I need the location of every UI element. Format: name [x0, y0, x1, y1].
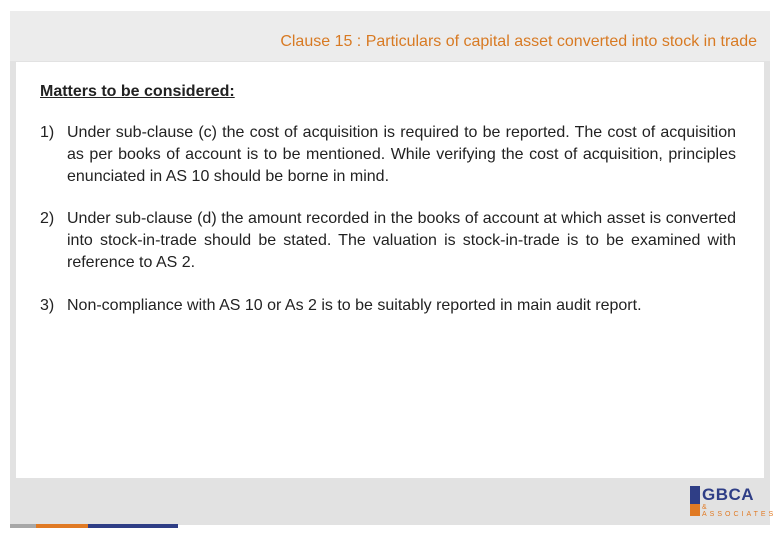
logo-tagline: & ASSOCIATES — [702, 504, 777, 518]
item-number: 1) — [40, 124, 55, 141]
item-number: 3) — [40, 297, 55, 314]
item-text: Non-compliance with AS 10 or As 2 is to be suitably reported in main audit report. — [67, 297, 642, 314]
company-logo — [690, 485, 777, 518]
list-item — [40, 295, 736, 317]
footer-stripe-orange — [36, 524, 88, 528]
list-item — [40, 122, 736, 188]
list-item — [40, 208, 736, 274]
item-text: Under sub-clause (c) the cost of acquisition is required to be reported. The cost of acquisition as per books of account is to be mentioned. While verifying the cost of acquisition, principles enunciated in AS 10 should be borne in mind. — [67, 124, 736, 185]
item-number: 2) — [40, 210, 55, 227]
section-heading: Matters to be considered: — [40, 83, 235, 100]
footer-band — [10, 478, 770, 525]
logo-accent-icon — [690, 504, 700, 516]
logo-name: GBCA — [702, 485, 755, 504]
footer-stripe-blue — [88, 524, 178, 528]
item-text: Under sub-clause (d) the amount recorded in the books of account at which asset is converted into stock-in-trade should be stated. The valuation is stock-in-trade is to be examined with reference to AS 2. — [67, 210, 736, 271]
footer-stripe-grey — [10, 524, 36, 528]
slide-title: Clause 15 : Particulars of capital asset converted into stock in trade — [280, 33, 757, 50]
